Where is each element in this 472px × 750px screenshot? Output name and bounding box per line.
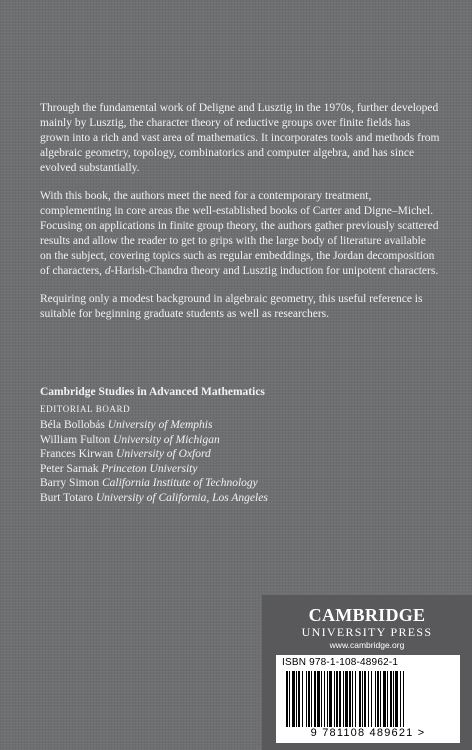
member-name: Frances Kirwan	[40, 448, 114, 460]
publisher-url: www.cambridge.org	[329, 640, 405, 650]
member-name: William Fulton	[40, 433, 111, 446]
blurb-paragraph-1: Through the fundamental work of Deligne and Lusztig in the 1970s, further developed mainly by Lusztig, the character theory of reductive groups over finite fields has grown into a rich and vast area of mathematics. It incorporates tools and methods from algebraic geometry, topology, combinatorics and computer algebra, and has since evolved substantially.	[40, 102, 440, 174]
member-name: Béla Bollobás	[40, 419, 105, 431]
publisher-press-label: UNIVERSITY PRESS	[301, 625, 433, 639]
member-affiliation: University of Memphis	[107, 419, 213, 431]
board-member	[40, 491, 440, 506]
blurb-paragraph-3: Requiring only a modest background in algebraic geometry, this useful reference is suitable for beginning graduate students as well as researchers.	[40, 293, 423, 320]
member-name: Peter Sarnak	[40, 462, 99, 475]
publisher-logo-name: CAMBRIDGE	[308, 605, 426, 625]
member-affiliation: Princeton University	[101, 462, 198, 475]
blurb-paragraph-2	[40, 189, 440, 279]
member-affiliation: University of Michigan	[113, 433, 220, 446]
board-member	[40, 433, 440, 448]
board-member	[40, 418, 440, 433]
member-affiliation: University of California, Los Angeles	[95, 491, 268, 504]
blurb-paragraph-2-italic-d: d	[104, 265, 111, 277]
editorial-board-label: EDITORIAL BOARD	[40, 404, 131, 414]
barcode-box	[276, 655, 460, 743]
board-member	[40, 462, 440, 477]
member-affiliation: University of Oxford	[116, 448, 211, 460]
isbn-label: ISBN 978-1-108-48962-1	[282, 657, 399, 668]
series-info	[40, 385, 440, 505]
blurb-paragraph-2-text-b: -Harish-Chandra theory and Lusztig induction for unipotent characters.	[110, 265, 439, 277]
barcode-digits: 9 781108 489621 >	[310, 727, 426, 739]
board-member	[40, 447, 440, 462]
publisher-panel	[262, 595, 472, 750]
series-title: Cambridge Studies in Advanced Mathematics	[40, 386, 265, 398]
board-member	[40, 476, 440, 491]
member-name: Burt Totaro	[40, 491, 93, 504]
blurb-paragraph-2-text-a: With this book, the authors meet the need for a contemporary treatment, complementing in core areas the well-established books of Carter and Digne–Michel. Focusing on applications in finite group theory, the authors gather previously scattered results and allow the reader to get to grips with the large body of literature available on the subject, covering topics such as regular embeddings, the Jordan decomposition of characters,	[40, 190, 439, 277]
member-affiliation: California Institute of Technology	[101, 477, 258, 489]
back-cover-blurb	[40, 101, 440, 335]
member-name: Barry Simon	[40, 477, 100, 489]
barcode-icon	[286, 671, 450, 727]
